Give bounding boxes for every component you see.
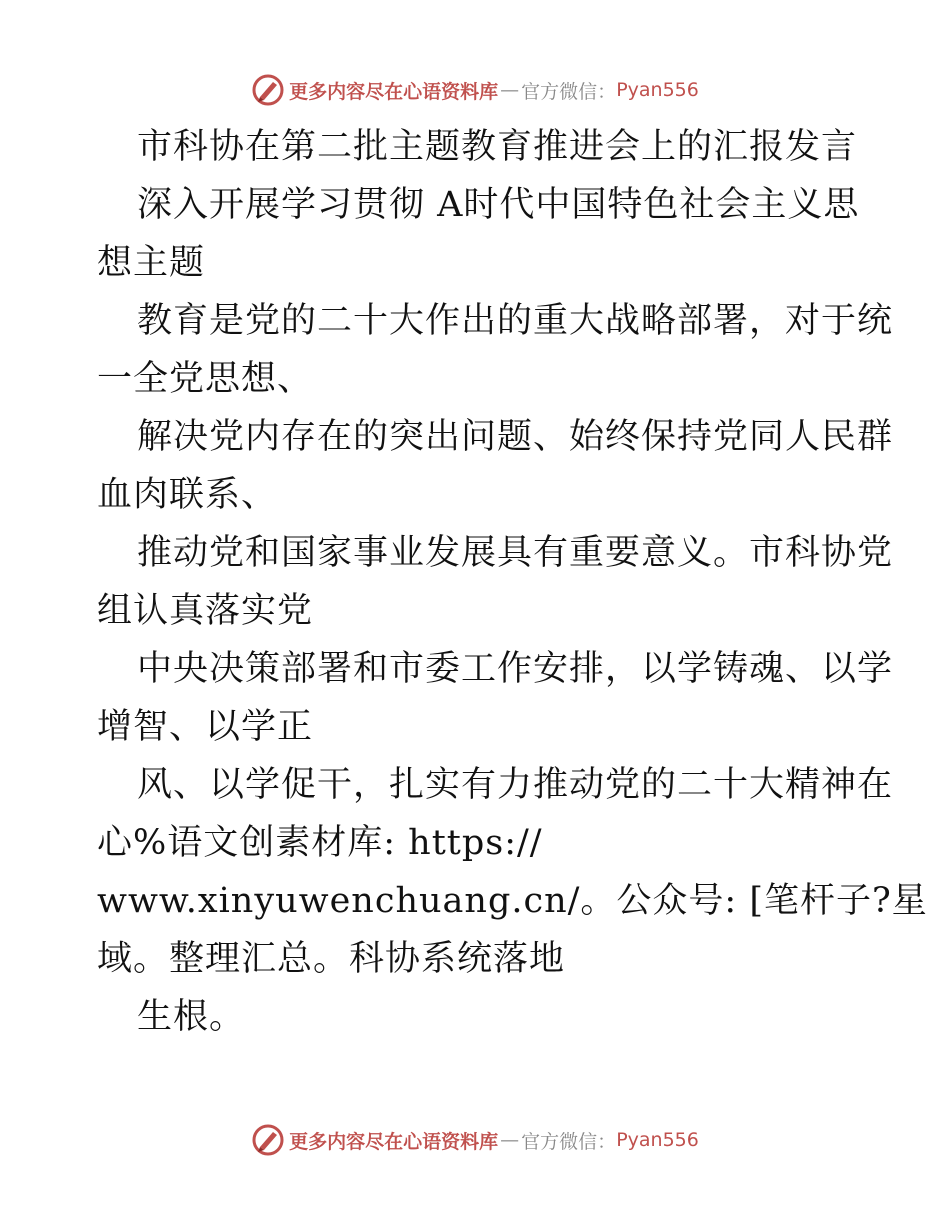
banner-dash: — (500, 1129, 520, 1151)
text-line: 血肉联系、 (97, 475, 278, 515)
text-line: 想主题 (97, 243, 206, 283)
pen-logo-icon (251, 73, 285, 107)
pen-logo-icon (251, 1123, 285, 1157)
text-line: 生根。 (137, 997, 246, 1037)
banner-wechat-id: Pyan556 (616, 79, 699, 101)
banner-main-text: 更多内容尽在心语资料库 (289, 1130, 499, 1153)
text-line: 推动党和国家事业发展具有重要意义。市科协党 (137, 533, 894, 573)
text-line: 风、以学促干，扎实有力推动党的二十大精神在 (137, 765, 894, 805)
text-line: 组认真落实党 (97, 591, 314, 631)
text-line: 深入开展学习贯彻 A时代中国特色社会主义思 (137, 185, 860, 225)
text-line: 解决党内存在的突出问题、始终保持党同人民群 (137, 417, 894, 457)
text-line: 教育是党的二十大作出的重大战略部署，对于统 (137, 301, 894, 341)
banner-dash: — (500, 79, 520, 101)
header-banner (0, 70, 950, 110)
text-line: 心%语文创素材库: https:// (97, 823, 543, 863)
text-line: www.xinyuwenchuang.cn/。公众号: [笔杆子?星 (97, 881, 928, 921)
doc-title: 市科协在第二批主题教育推进会上的汇报发言 (137, 127, 858, 167)
text-line: 增智、以学正 (97, 707, 314, 747)
footer-banner (0, 1120, 950, 1160)
banner-main-text: 更多内容尽在心语资料库 (289, 80, 499, 103)
document-body (97, 118, 928, 1046)
text-line: 一全党思想、 (97, 359, 314, 399)
banner-wechat-label: 官方微信： (521, 1130, 617, 1153)
banner-wechat-label: 官方微信： (521, 80, 617, 103)
text-line: 中央决策部署和市委工作安排，以学铸魂、以学 (137, 649, 894, 689)
banner-wechat-id: Pyan556 (616, 1129, 699, 1151)
text-line: 域。整理汇总。科协系统落地 (97, 939, 566, 979)
